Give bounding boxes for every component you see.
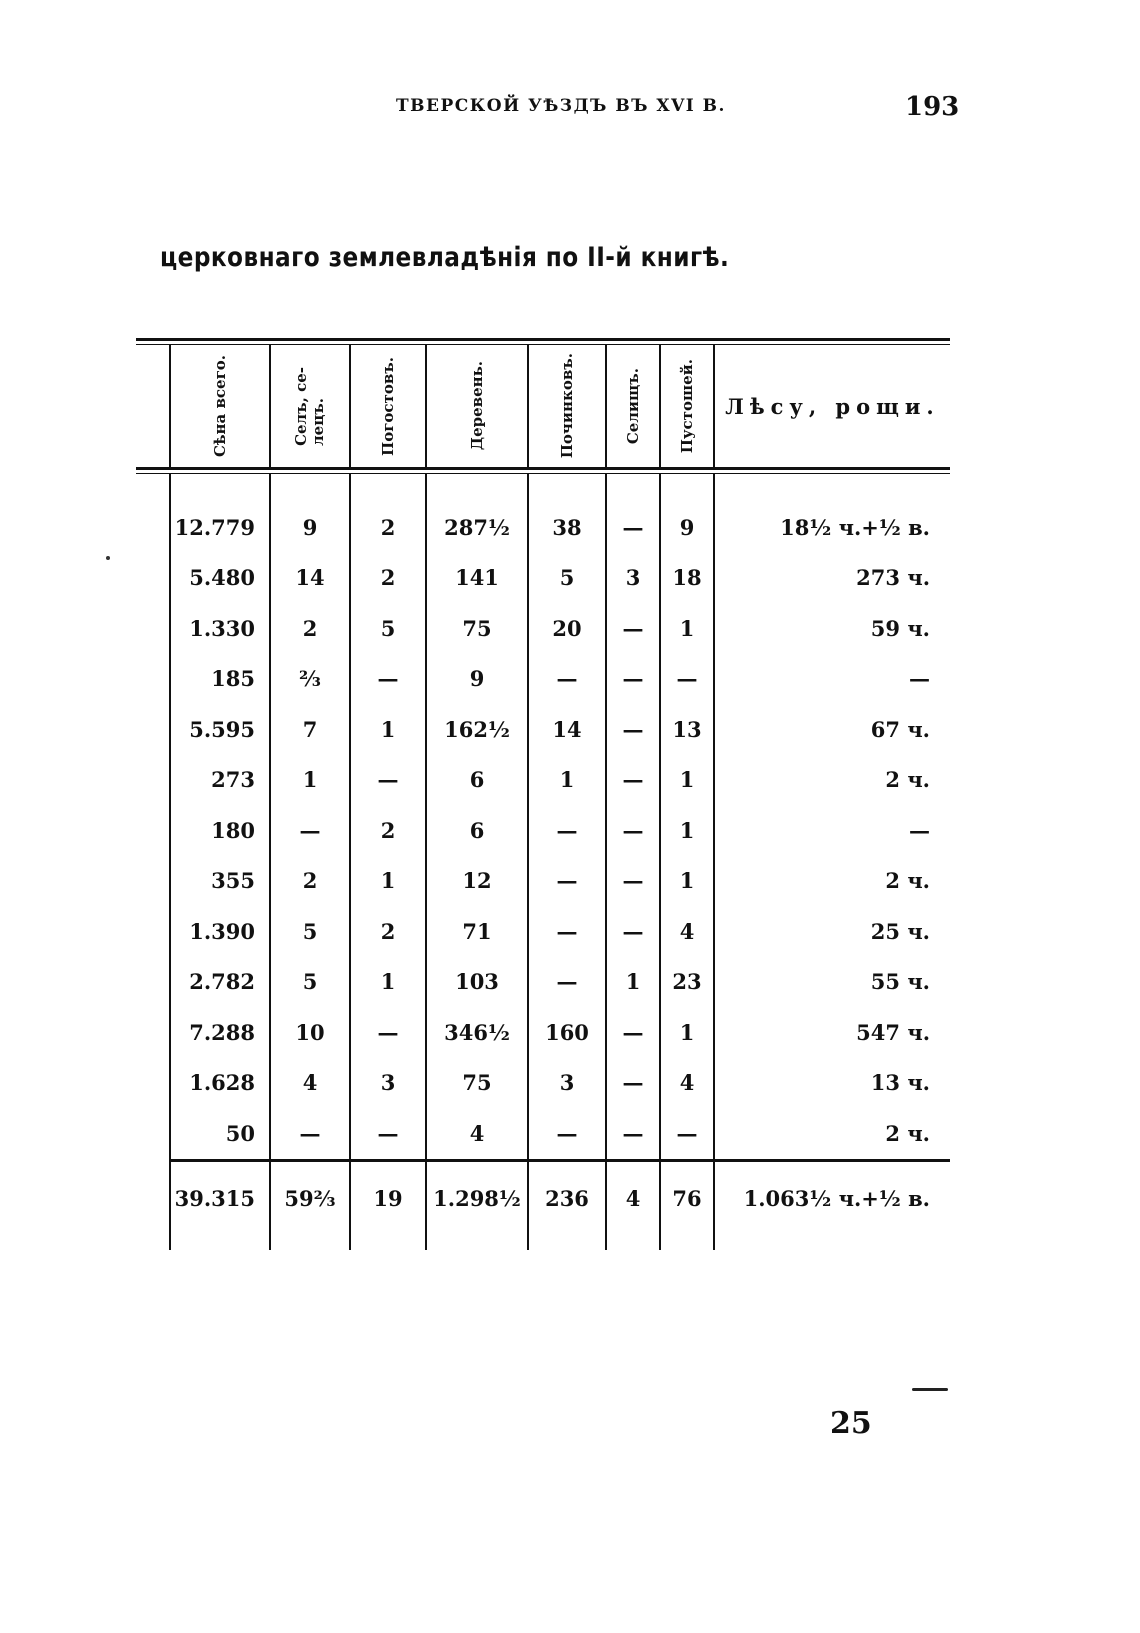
table-cell: — xyxy=(528,654,606,705)
table-cell: — xyxy=(350,755,426,806)
table-cell: — xyxy=(606,856,660,907)
tail-row xyxy=(136,1236,950,1250)
header-row xyxy=(136,345,950,467)
table-cell: 9 xyxy=(660,502,714,553)
table-cell: 5 xyxy=(270,906,350,957)
table-row xyxy=(136,1007,950,1058)
column-header xyxy=(170,345,270,467)
column-header-label: Селъ, се- лецъ. xyxy=(292,366,327,446)
table-cell: — xyxy=(606,704,660,755)
statistics-grid xyxy=(136,345,950,1250)
table-cell: — xyxy=(606,1007,660,1058)
column-header-forest: Лѣсу, рощи. xyxy=(714,345,950,467)
table-cell: 141 xyxy=(426,553,528,604)
table-cell: 355 xyxy=(170,856,270,907)
table-cell: 2 xyxy=(270,603,350,654)
margin-dot xyxy=(106,556,110,560)
table-cell: 185 xyxy=(170,654,270,705)
table-row xyxy=(136,603,950,654)
table-cell: — xyxy=(350,1108,426,1160)
table-cell: 4 xyxy=(660,906,714,957)
table-cell: 2 xyxy=(350,906,426,957)
table-cell: 75 xyxy=(426,603,528,654)
table-cell: 19 xyxy=(350,1162,426,1236)
margin-dash xyxy=(912,1388,948,1391)
table-cell: 1 xyxy=(660,1007,714,1058)
table-cell: 71 xyxy=(426,906,528,957)
table-cell: 9 xyxy=(270,502,350,553)
table-cell: 1.628 xyxy=(170,1058,270,1109)
table-cell: 160 xyxy=(528,1007,606,1058)
table-cell: 1.330 xyxy=(170,603,270,654)
table-cell: 18½ ч.+½ в. xyxy=(714,502,950,553)
table-cell: 2.782 xyxy=(170,957,270,1008)
table-top-rule xyxy=(136,338,950,345)
row-margin xyxy=(136,654,170,705)
table-cell: — xyxy=(660,1108,714,1160)
table-cell: — xyxy=(606,1108,660,1160)
row-margin xyxy=(136,1007,170,1058)
table-cell: — xyxy=(528,957,606,1008)
table-row xyxy=(136,957,950,1008)
table-cell: 5 xyxy=(528,553,606,604)
table-row xyxy=(136,704,950,755)
column-header-label: Селищъ. xyxy=(623,367,642,445)
running-head: ТВЕРСКОЙ УѢЗДЪ ВЪ XVI В. xyxy=(396,96,726,116)
table-cell: — xyxy=(606,603,660,654)
column-header xyxy=(426,345,528,467)
table-cell: 236 xyxy=(528,1162,606,1236)
table-cell: 2 xyxy=(350,805,426,856)
page-number: 193 xyxy=(905,92,960,122)
row-margin xyxy=(136,1108,170,1160)
table-cell: 38 xyxy=(528,502,606,553)
table-cell: — xyxy=(528,1108,606,1160)
table-cell: 1 xyxy=(528,755,606,806)
table-cell: 2 ч. xyxy=(714,755,950,806)
statistics-table xyxy=(136,338,950,1250)
table-cell: 67 ч. xyxy=(714,704,950,755)
table-cell: 59²⁄₃ xyxy=(270,1162,350,1236)
column-header-label: Починковъ. xyxy=(557,353,576,459)
row-margin xyxy=(136,957,170,1008)
table-cell: 1 xyxy=(606,957,660,1008)
table-cell: 18 xyxy=(660,553,714,604)
column-header xyxy=(270,345,350,467)
table-cell: 6 xyxy=(426,805,528,856)
table-row xyxy=(136,1108,950,1160)
row-margin xyxy=(136,704,170,755)
row-margin xyxy=(136,1162,170,1236)
table-row xyxy=(136,553,950,604)
column-header-label: Пустошей. xyxy=(677,358,696,454)
table-cell: — xyxy=(714,654,950,705)
table-cell: 4 xyxy=(660,1058,714,1109)
table-cell: 287½ xyxy=(426,502,528,553)
table-cell: 14 xyxy=(528,704,606,755)
table-cell: 13 xyxy=(660,704,714,755)
table-cell: 4 xyxy=(270,1058,350,1109)
table-cell: 5 xyxy=(270,957,350,1008)
table-cell: 5.595 xyxy=(170,704,270,755)
column-header xyxy=(528,345,606,467)
table-row xyxy=(136,906,950,957)
table-row xyxy=(136,1058,950,1109)
table-cell: 25 ч. xyxy=(714,906,950,957)
signature-mark: 25 xyxy=(830,1406,872,1441)
table-body xyxy=(136,474,950,1250)
table-cell: 1 xyxy=(660,805,714,856)
table-cell: 39.315 xyxy=(170,1162,270,1236)
table-cell: 1 xyxy=(660,603,714,654)
row-margin xyxy=(136,805,170,856)
table-cell: 55 ч. xyxy=(714,957,950,1008)
table-cell: 3 xyxy=(528,1058,606,1109)
table-header-rule xyxy=(136,467,950,474)
row-margin xyxy=(136,603,170,654)
row-margin xyxy=(136,502,170,553)
table-cell: 9 xyxy=(426,654,528,705)
table-cell: 180 xyxy=(170,805,270,856)
column-header-label: Деревень. xyxy=(467,361,486,451)
table-cell: 3 xyxy=(606,553,660,604)
table-cell: 103 xyxy=(426,957,528,1008)
table-cell: 6 xyxy=(426,755,528,806)
table-cell: — xyxy=(606,654,660,705)
table-cell: — xyxy=(606,1058,660,1109)
table-cell: 75 xyxy=(426,1058,528,1109)
totals-row xyxy=(136,1162,950,1236)
table-cell: 2 ч. xyxy=(714,1108,950,1160)
table-cell: — xyxy=(528,805,606,856)
row-margin xyxy=(136,856,170,907)
column-header xyxy=(660,345,714,467)
table-cell: 7.288 xyxy=(170,1007,270,1058)
table-cell: 1 xyxy=(270,755,350,806)
table-cell: — xyxy=(606,805,660,856)
table-cell: — xyxy=(270,1108,350,1160)
table-cell: — xyxy=(350,654,426,705)
table-cell: 23 xyxy=(660,957,714,1008)
table-row xyxy=(136,805,950,856)
table-cell: 50 xyxy=(170,1108,270,1160)
table-row xyxy=(136,654,950,705)
column-header xyxy=(350,345,426,467)
table-cell: 2 xyxy=(350,502,426,553)
table-cell: — xyxy=(606,906,660,957)
table-cell: — xyxy=(528,906,606,957)
table-cell: 1 xyxy=(350,856,426,907)
table-row xyxy=(136,502,950,553)
table-cell: 14 xyxy=(270,553,350,604)
row-margin xyxy=(136,755,170,806)
table-cell: 76 xyxy=(660,1162,714,1236)
table-cell: — xyxy=(714,805,950,856)
table-row xyxy=(136,856,950,907)
spacer-row xyxy=(136,474,950,502)
table-cell: 1 xyxy=(660,755,714,806)
table-cell: 2 xyxy=(350,553,426,604)
table-cell: 2 xyxy=(270,856,350,907)
header-rule-row xyxy=(136,467,950,474)
table-cell: — xyxy=(270,805,350,856)
table-cell: 2 ч. xyxy=(714,856,950,907)
row-margin xyxy=(136,553,170,604)
table-cell: 13 ч. xyxy=(714,1058,950,1109)
table-cell: 7 xyxy=(270,704,350,755)
table-cell: 20 xyxy=(528,603,606,654)
table-cell: — xyxy=(606,502,660,553)
table-cell: 3 xyxy=(350,1058,426,1109)
table-cell: 4 xyxy=(606,1162,660,1236)
table-cell: — xyxy=(350,1007,426,1058)
table-cell: 5.480 xyxy=(170,553,270,604)
table-cell: — xyxy=(606,755,660,806)
column-header-label: Сѣна всего. xyxy=(210,355,229,457)
table-cell: ²⁄₃ xyxy=(270,654,350,705)
row-margin xyxy=(136,906,170,957)
table-cell: — xyxy=(660,654,714,705)
table-cell: 4 xyxy=(426,1108,528,1160)
table-row xyxy=(136,755,950,806)
column-header-label: Погостовъ. xyxy=(378,356,397,456)
table-cell: 273 xyxy=(170,755,270,806)
column-header xyxy=(606,345,660,467)
table-cell: 1 xyxy=(660,856,714,907)
table-cell: 5 xyxy=(350,603,426,654)
table-cell: 1 xyxy=(350,957,426,1008)
table-cell: 10 xyxy=(270,1007,350,1058)
row-margin xyxy=(136,1058,170,1109)
table-cell: 12 xyxy=(426,856,528,907)
table-cell: 12.779 xyxy=(170,502,270,553)
table-cell: 1.390 xyxy=(170,906,270,957)
table-cell: 1 xyxy=(350,704,426,755)
header-margin xyxy=(136,345,170,467)
table-cell: 273 ч. xyxy=(714,553,950,604)
table-cell: 1.063½ ч.+½ в. xyxy=(714,1162,950,1236)
table-cell: — xyxy=(528,856,606,907)
table-cell: 59 ч. xyxy=(714,603,950,654)
table-title: церковнаго землевладѣнія по II-й книгѣ. xyxy=(160,242,730,273)
table-cell: 346½ xyxy=(426,1007,528,1058)
table-cell: 1.298½ xyxy=(426,1162,528,1236)
table-cell: 547 ч. xyxy=(714,1007,950,1058)
table-cell: 162½ xyxy=(426,704,528,755)
